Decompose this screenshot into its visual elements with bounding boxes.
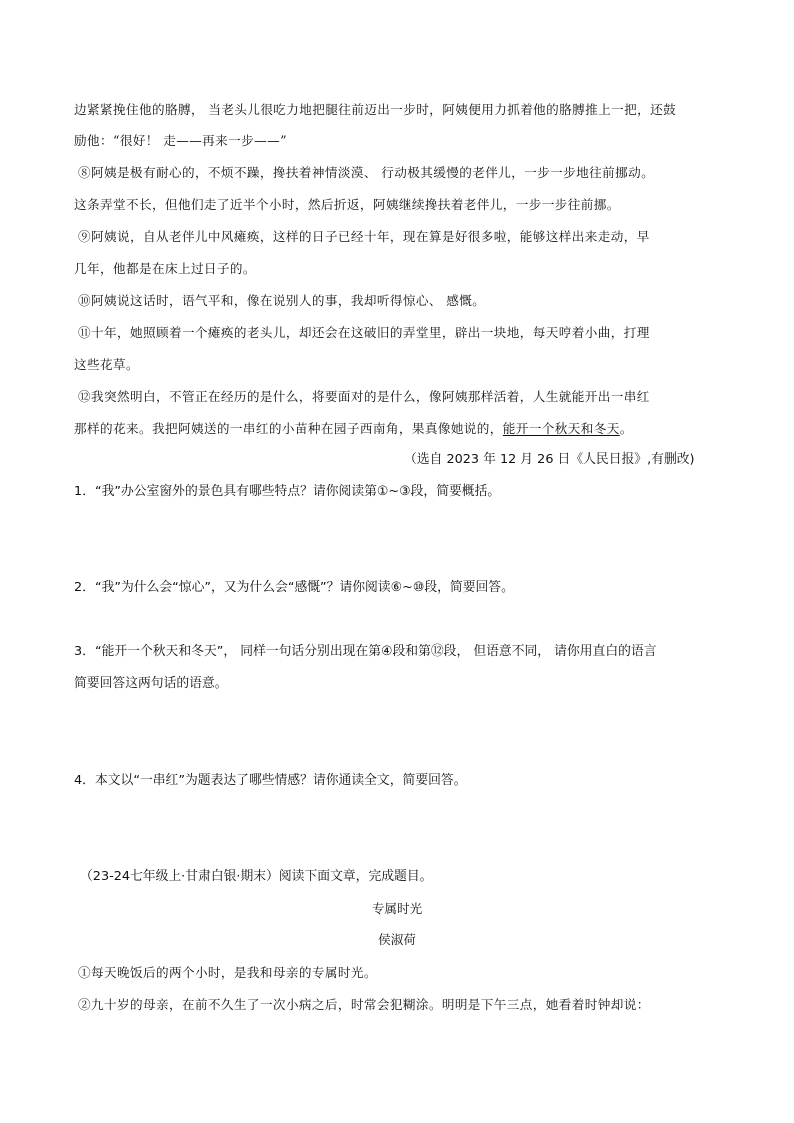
question-3-line-2: 简要回答这两句话的语意。 — [74, 676, 228, 691]
paragraph-12-line-1: ⑫我突然明白，不管正在经历的是什么，将要面对的是什么，像阿姨那样活着，人生就能开出一串红 — [78, 389, 650, 404]
article-paragraph-1: ①每天晚饭后的两个小时，是我和母亲的专属时光。 — [78, 965, 377, 980]
paragraph-12-line-2 — [74, 413, 724, 444]
section-intro: （23-24七年级上·甘肃白银·期末）阅读下面文章，完成题目。 — [80, 869, 433, 884]
paragraph-9-line-2: 几年，他都是在床上过日子的。 — [74, 261, 256, 276]
article-title: 专属时光 — [371, 901, 423, 916]
paragraph-9-line-1: ⑨阿姨说，自从老伴儿中风瘫痪，这样的日子已经十年，现在算是好很多啦，能够这样出来走动，早 — [78, 229, 650, 244]
question-3-line-1: 3．“能开一个秋天和冬天”， 同样一句话分别出现在第④段和第⑫段， 但语意不同， 请你用直白的语言 — [74, 644, 657, 659]
question-2: 2．“我”为什么会“惊心”，又为什么会“感慨”？请你阅读⑥~⑩段，简要回答。 — [74, 580, 514, 595]
paragraph-11-line-1: ⑪十年，她照顾着一个瘫痪的老头儿，却还会在这破旧的弄堂里，辟出一块地，每天哼着小曲，打理 — [78, 325, 650, 340]
passage-line-1: 边紧紧挽住他的胳膊， 当老头儿很吃力地把腿往前迈出一步时，阿姨便用力抓着他的胳膊推上一把，还鼓 — [74, 102, 677, 117]
paragraph-12-text: 那样的花来。我把阿姨送的一串红的小苗种在园子西南角，果真像她说的， — [74, 421, 503, 436]
underlined-phrase: 能开一个秋天和冬天 — [502, 421, 620, 436]
article-author: 侯淑荷 — [378, 932, 416, 947]
paragraph-8-line-2: 这条弄堂不长，但他们走了近半个小时，然后折返，阿姨继续搀扶着老伴儿，一步一步往前挪。 — [74, 197, 620, 212]
article-paragraph-2: ②九十岁的母亲，在前不久生了一次小病之后，时常会犯糊涂。明明是下午三点，她看着时钟却说： — [78, 997, 650, 1012]
question-4: 4．本文以“一串红”为题表达了哪些情感？请你通读全文，简要回答。 — [74, 773, 467, 788]
passage-line-2: 励他：“很好！ 走——再来一步——” — [74, 133, 287, 148]
paragraph-8-line-1: ⑧阿姨是极有耐心的，不烦不躁，搀扶着神情淡漠、 行动极其缓慢的老伴儿，一步一步地往前挪动。 — [78, 165, 655, 180]
paragraph-11-line-2: 这些花草。 — [74, 357, 139, 372]
paragraph-12-end: 。 — [619, 421, 633, 436]
question-1: 1．“我”办公室窗外的景色具有哪些特点？请你阅读第①~③段，简要概括。 — [74, 484, 501, 499]
paragraph-10: ⑩阿姨说这话时，语气平和，像在说别人的事，我却听得惊心、 感慨。 — [78, 293, 486, 308]
source-citation: （选自 2023 年 12 月 26 日《人民日报》,有删改) — [404, 452, 695, 467]
